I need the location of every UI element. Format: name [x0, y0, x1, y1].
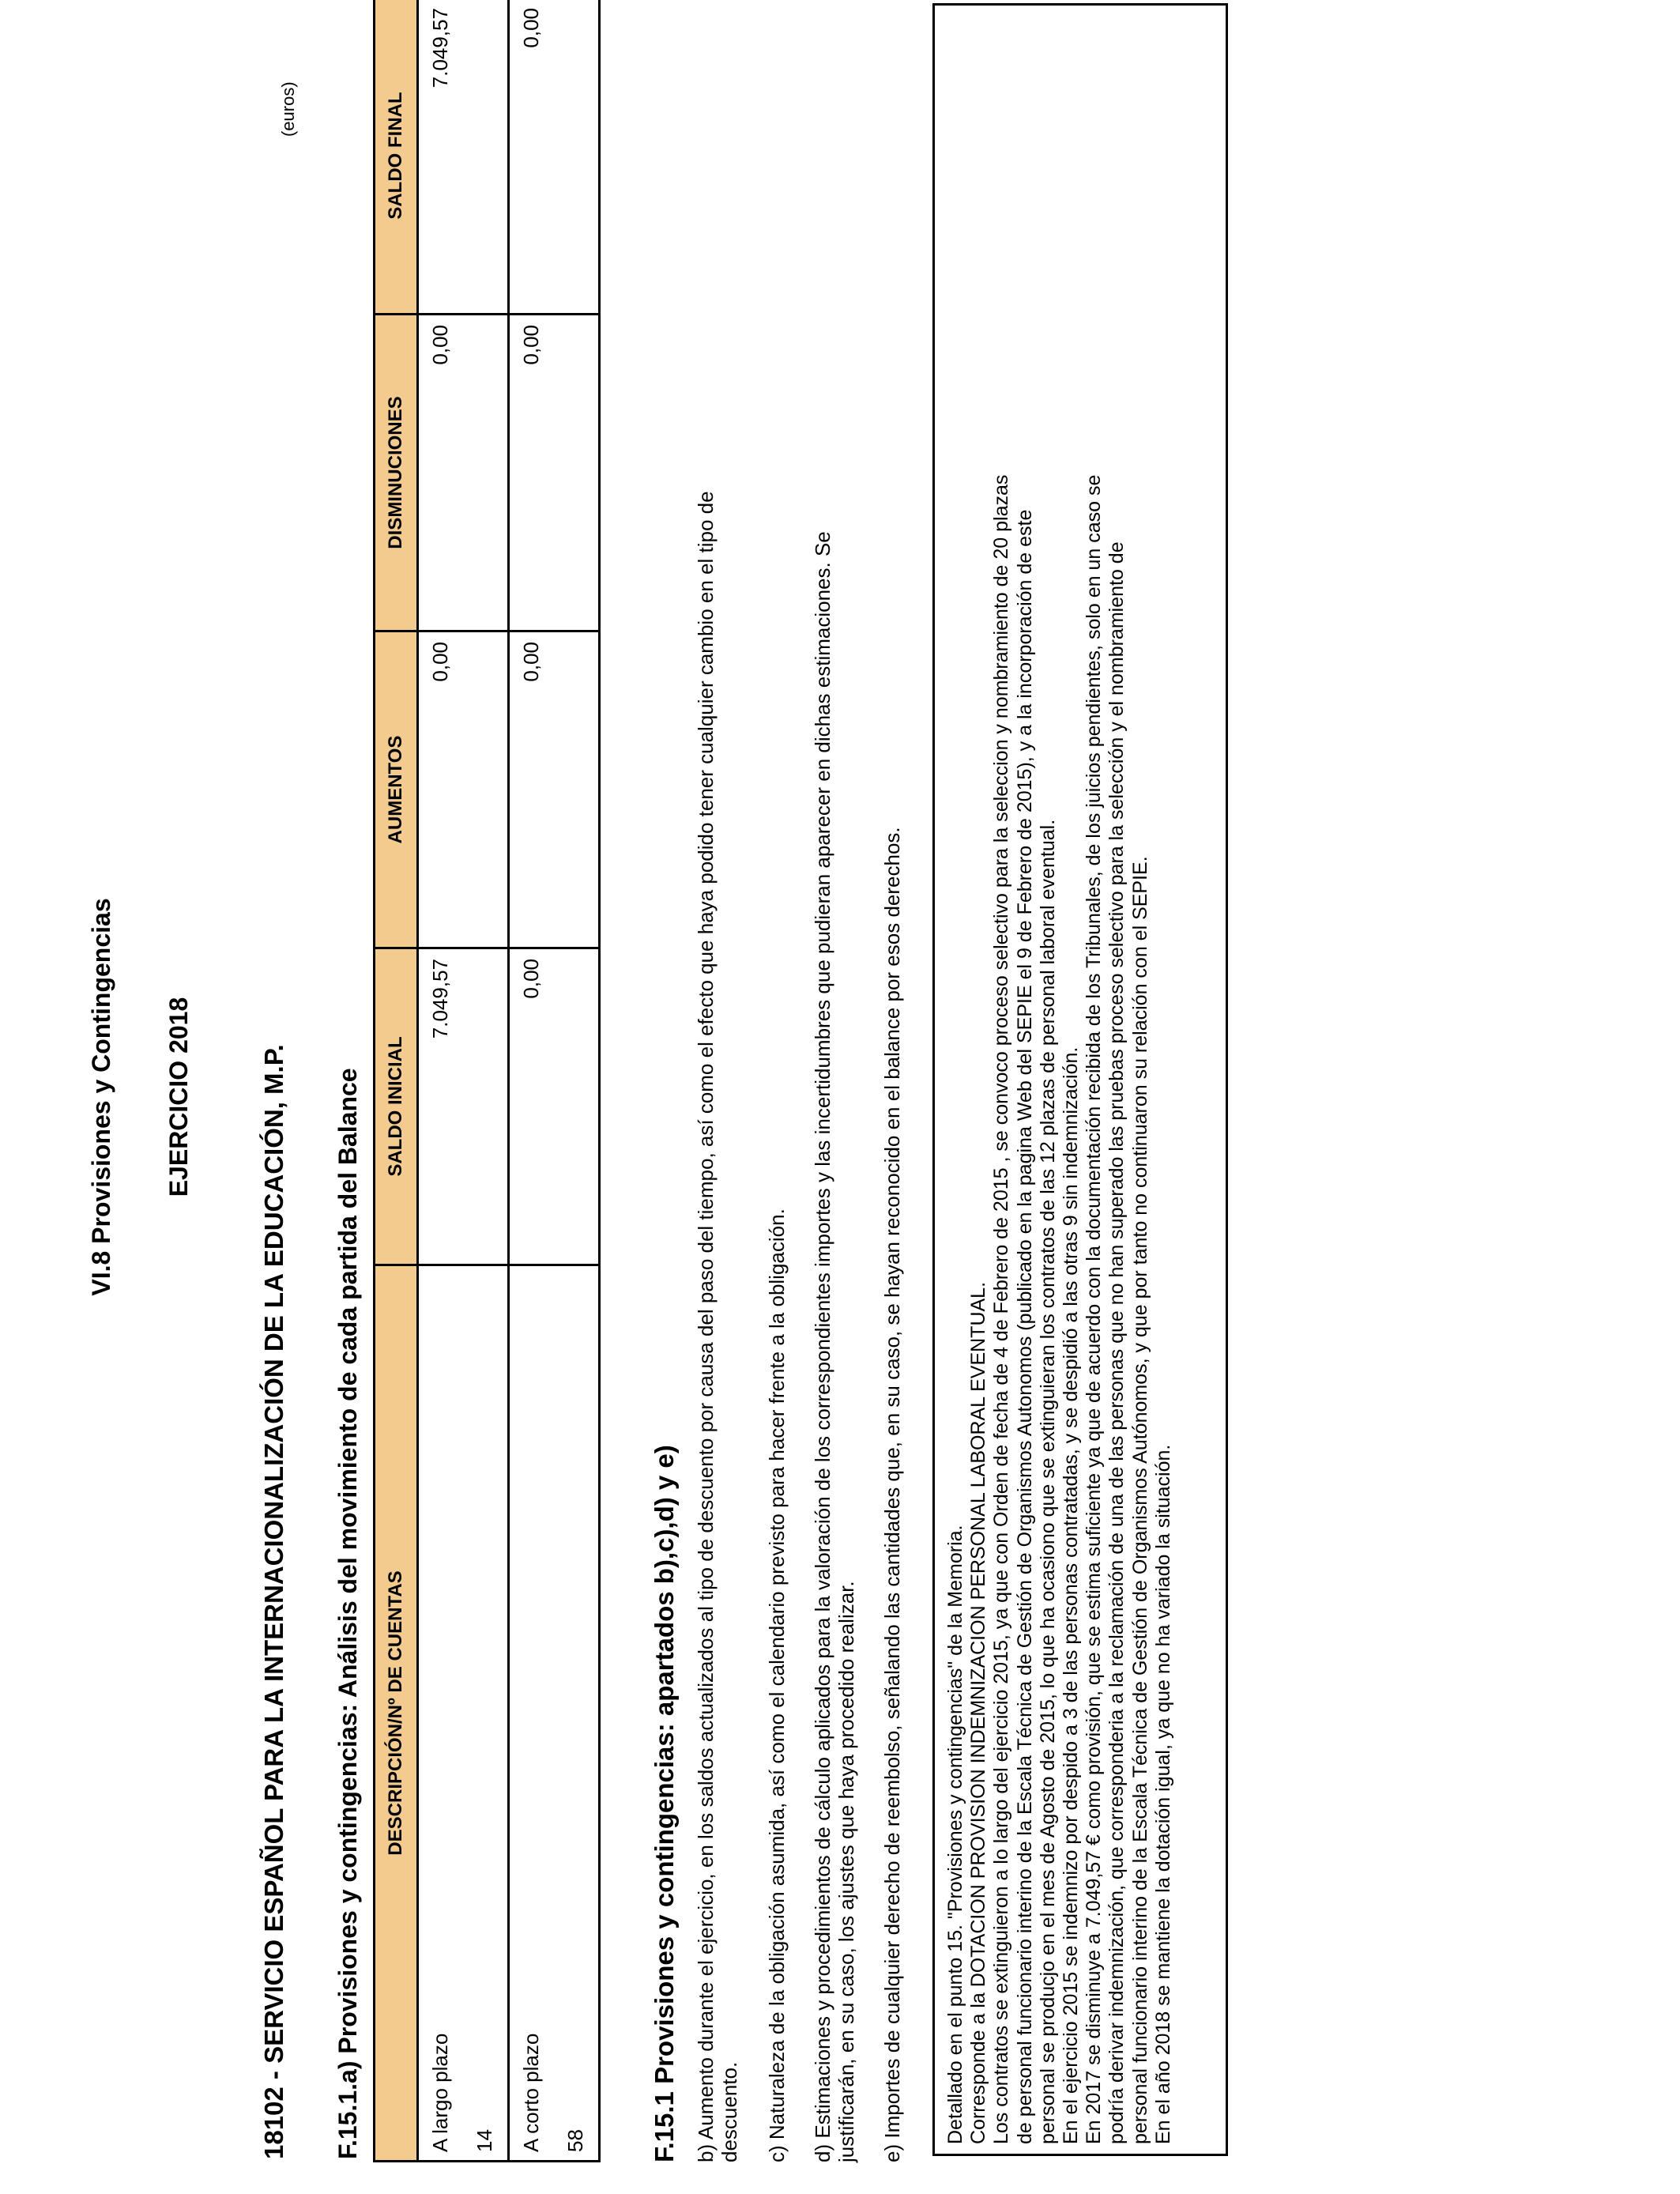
saldo-final-value: 0,00 [519, 8, 543, 48]
saldo-inicial-value: 7.049,57 [428, 959, 452, 1039]
row-description: A largo plazo [428, 2033, 452, 2152]
saldo-inicial-cell [418, 948, 509, 1265]
note-line: personal funcionario interino de la Escala Técnica de Gestión de Organismos Autónomos, y que por tanto no continuaron su relación con el SEPIE. [1128, 856, 1151, 2144]
memoria-note-box [932, 3, 1228, 2156]
details-section-title: F.15.1 Provisiones y contingencias: apartados b),c),d) y e) [650, 1445, 679, 2162]
paragraph-b-line-2: descuento. [718, 2061, 741, 2162]
column-header-saldo-final: SALDO FINAL [375, 0, 418, 315]
memoria-note-text [944, 475, 1175, 2144]
row-description-cell [418, 1265, 509, 2162]
column-header-disminuciones: DISMINUCIONES [375, 315, 418, 631]
row-account-number: 14 [473, 2129, 496, 2152]
disminuciones-value: 0,00 [519, 325, 543, 365]
saldo-final-value: 7.049,57 [428, 8, 452, 89]
disminuciones-cell [418, 315, 509, 631]
paragraph-e-line-1: e) Importes de cualquier derecho de reembolso, señalando las cantidades que, en su caso, se hayan reconocido en el balance por esos derechos. [880, 827, 904, 2162]
aumentos-value: 0,00 [428, 642, 452, 682]
column-header-description: DESCRIPCIÓN/Nº DE CUENTAS [375, 1265, 418, 2162]
paragraph-c [765, 139, 789, 2162]
disminuciones-cell [509, 315, 600, 631]
saldo-final-cell [509, 0, 600, 315]
column-header-aumentos: AUMENTOS [375, 631, 418, 948]
provisions-table [373, 0, 601, 2162]
row-account-number: 58 [563, 2129, 587, 2152]
paragraph-c-line-1: c) Naturaleza de la obligación asumida, así como el calendario previsto para hacer frente a la obligación. [765, 1208, 789, 2162]
paragraph-d [811, 139, 858, 2162]
note-line: En 2017 se disminuye a 7.049,57 € como provisión, que se estima suficiente ya que de acuerdo con la documentación recibida de los Tribunales, de los juicios pendientes, solo en un caso se [1083, 474, 1106, 2144]
note-line: Corresponde a la DOTACION PROVISION INDEMNIZACION PERSONAL LABORAL EVENTUAL. [967, 1281, 990, 2144]
section-title: VI.8 Provisiones y Contingencias [87, 898, 115, 1296]
paragraph-d-line-1: d) Estimaciones y procedimientos de cálculo aplicados para la valoración de los correspondientes importes y las incertidumbres que pudieran aparecer en dichas estimaciones. Se [811, 531, 834, 2162]
entity-title: 18102 - SERVICIO ESPAÑOL PARA LA INTERNACIONALIZACIÓN DE LA EDUCACIÓN, M.P. [259, 1044, 288, 2159]
row-description: A corto plazo [519, 2033, 543, 2152]
note-line: Los contratos se extinguieron a lo largo del ejercicio 2015, ya que con Orden de fecha de 4 de Febrero de 2015 , se convoco proceso selectivo para la seleccion y nombramiento de 20 plazas [990, 474, 1013, 2144]
aumentos-cell [418, 631, 509, 948]
saldo-inicial-cell [509, 948, 600, 1265]
table-header-row [375, 0, 418, 2162]
table-row [509, 0, 600, 2162]
saldo-inicial-value: 0,00 [519, 959, 543, 999]
note-line: podría derivar indemnización, que corresponderia a la reclamación de una de las personas que no han superado las pruebas proceso selectivo para la selección y el nombramiento de [1106, 541, 1128, 2144]
note-line: Detallado en el punto 15. "Provisiones y contingencias" de la Memoria. [944, 1525, 966, 2144]
disminuciones-value: 0,00 [428, 325, 452, 365]
currency-note: (euros) [278, 81, 298, 137]
paragraph-d-line-2: justificarán, en su caso, los ajustes que haya procedido realizar. [834, 1581, 858, 2162]
year-label: EJERCICIO 2018 [164, 997, 193, 1197]
note-line: personal se producjo en el mes de Agosto de 2015, lo que ha ocasiono que se extinguieran los contratos de las 12 plazas de personal laboral eventual. [1036, 819, 1059, 2144]
saldo-final-cell [418, 0, 509, 315]
note-line: de personal funcionario interino de la Escala Técnica de Gestión de Organismos Autonomos (publicado en la pagina Web del SEPIE el 9 de Febrero de 2015), y a la incorporación de este [1013, 509, 1036, 2144]
paragraph-b [694, 139, 741, 2162]
note-line: En el ejercicio 2015 se indemnizo por despido a 3 de las personas contratadas, y se despidió a las otras 9 sin indemnización. [1060, 1046, 1083, 2144]
table-section-title: F.15.1.a) Provisiones y contingencias: Análisis del movimiento de cada partida del Balance [333, 1068, 362, 2159]
column-header-saldo-inicial: SALDO INICIAL [375, 948, 418, 1265]
paragraph-e [880, 139, 904, 2162]
aumentos-value: 0,00 [519, 642, 543, 682]
aumentos-cell [509, 631, 600, 948]
paragraph-b-line-1: b) Aumento durante el ejercicio, en los saldos actualizados al tipo de descuento por causa del paso del tiempo, así como el efecto que haya podido tener cualquier cambio en el tipo de [694, 491, 718, 2162]
note-line: En el año 2018 se mantiene la dotación igual, ya que no ha variado la situación. [1151, 1444, 1174, 2144]
table-row [418, 0, 509, 2162]
row-description-cell [509, 1265, 600, 2162]
